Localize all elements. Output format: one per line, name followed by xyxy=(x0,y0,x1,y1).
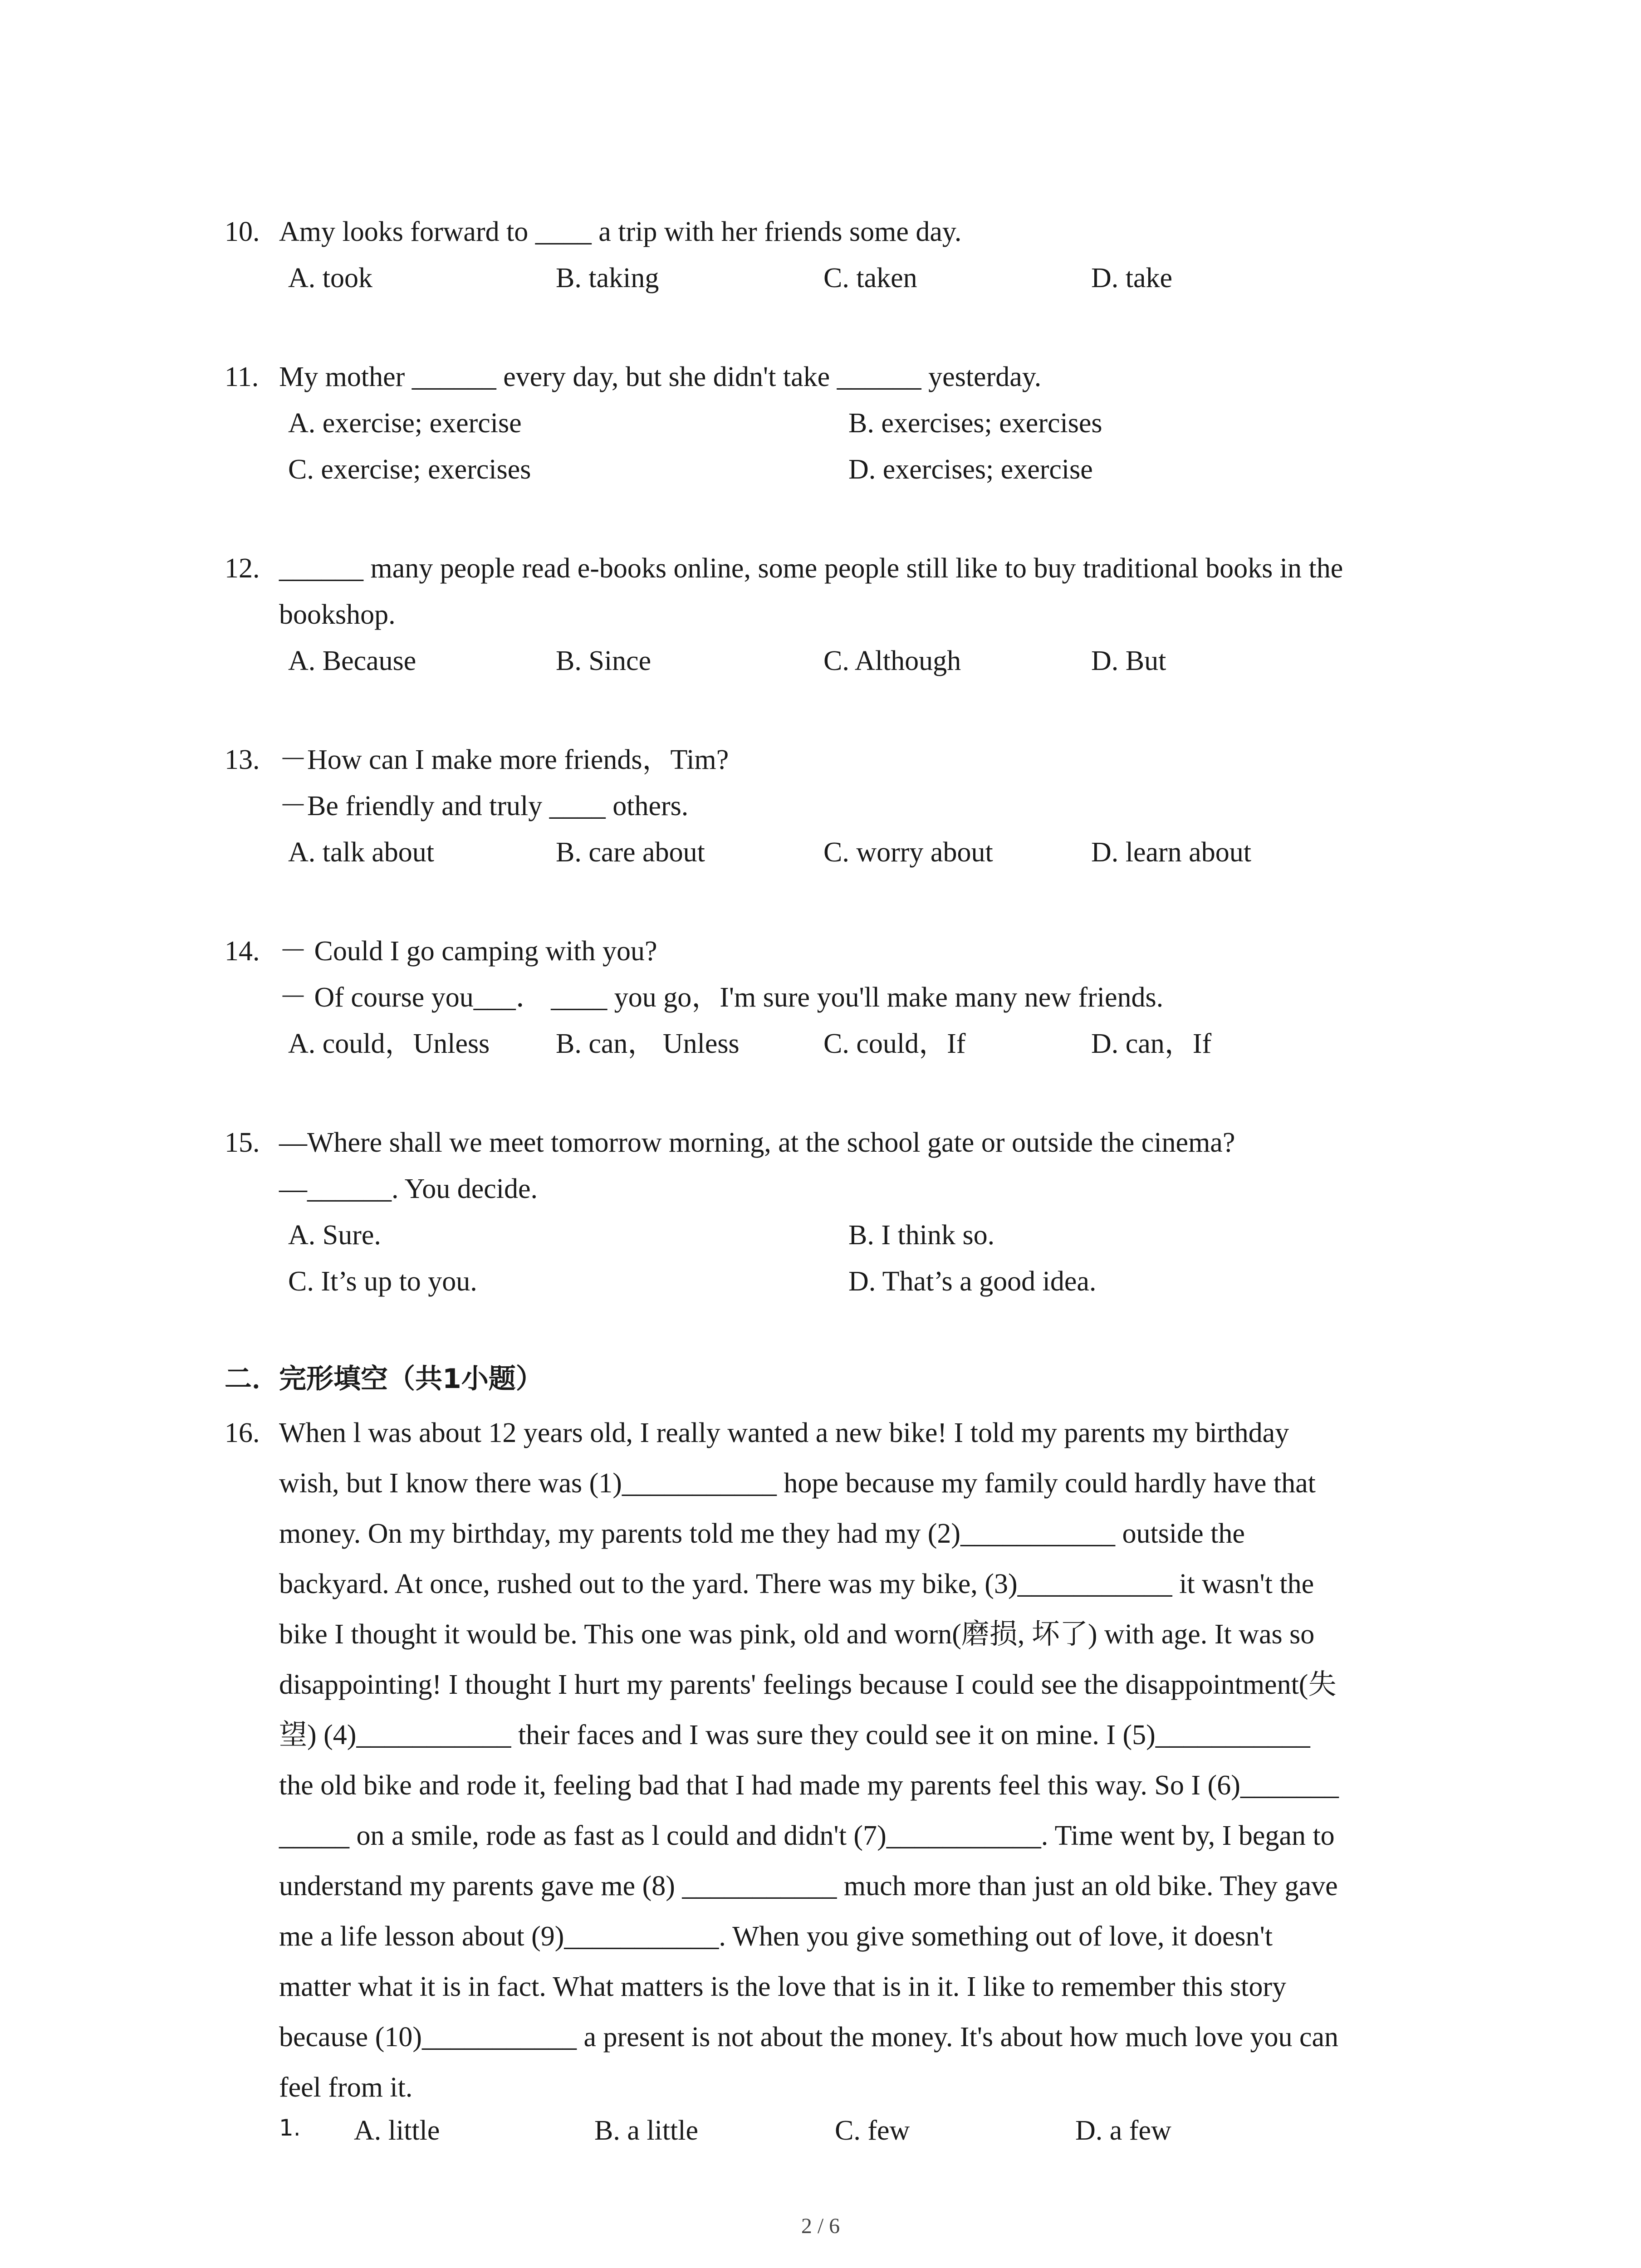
option-d[interactable]: D. learn about xyxy=(1091,837,1251,868)
answer-options xyxy=(288,1212,1450,1258)
question-14 xyxy=(225,928,1450,1067)
question-12 xyxy=(225,545,1450,684)
option-c[interactable]: C. few xyxy=(835,2115,910,2146)
option-a[interactable]: A. took xyxy=(288,263,372,293)
question-15 xyxy=(225,1119,1450,1305)
option-d[interactable]: D. But xyxy=(1091,645,1166,676)
question-stem xyxy=(279,1119,1450,1212)
question-number: 14. xyxy=(225,936,260,967)
question-number: 16. xyxy=(225,1418,260,1448)
question-stem xyxy=(279,209,1450,255)
stem-line: My mother ______ every day, but she didn't take ______ yesterday. xyxy=(279,362,1042,392)
option-c[interactable]: C. could，If xyxy=(823,1028,966,1059)
answer-options xyxy=(288,1258,1450,1305)
option-d[interactable]: D. can，If xyxy=(1091,1028,1212,1059)
option-b[interactable]: B. I think so. xyxy=(848,1220,995,1251)
option-c[interactable]: C. taken xyxy=(823,263,917,293)
question-number: 10. xyxy=(225,216,260,247)
option-a[interactable]: A. talk about xyxy=(288,837,434,868)
passage-line: because (10)___________ a present is not about the money. It's about how much love you can xyxy=(279,2022,1339,2053)
passage-line: feel from it. xyxy=(279,2072,413,2103)
option-c[interactable]: C. worry about xyxy=(823,837,993,868)
passage-line xyxy=(225,1410,1459,1460)
option-c[interactable]: C. exercise; exercises xyxy=(288,454,531,485)
option-a[interactable]: A. Because xyxy=(288,645,416,676)
stem-line: －Be friendly and truly ____ others. xyxy=(279,791,689,821)
sub-question-number: 1. xyxy=(279,2115,301,2141)
question-10 xyxy=(225,209,1450,301)
sub-question-1 xyxy=(279,2115,1459,2161)
option-c[interactable]: C. It’s up to you. xyxy=(288,1266,477,1297)
question-stem xyxy=(279,545,1450,638)
passage-line: money. On my birthday, my parents told me they had my (2)___________ outside the xyxy=(279,1518,1245,1549)
option-d[interactable]: D. a few xyxy=(1075,2115,1171,2146)
passage-line: backyard. At once, rushed out to the yard. There was my bike, (3)___________ it wasn't the xyxy=(279,1569,1314,1599)
stem-line: －How can I make more friends，Tim? xyxy=(279,744,729,775)
page-number: 2 / 6 xyxy=(801,2214,840,2238)
option-b[interactable]: B. Since xyxy=(556,645,652,676)
question-11 xyxy=(225,354,1450,493)
option-a[interactable]: A. could，Unless xyxy=(288,1028,490,1059)
passage-line: matter what it is in fact. What matters is the love that is in it. I like to remember this story xyxy=(279,1971,1287,2002)
section-heading: 二．完形填空（共1小题） xyxy=(225,1363,543,1395)
passage-line: 望) (4)___________ their faces and I was sure they could see it on mine. I (5)___________ xyxy=(279,1720,1310,1750)
question-number: 12. xyxy=(225,553,260,584)
option-a[interactable]: A. Sure. xyxy=(288,1220,381,1251)
stem-line: —______. You decide. xyxy=(279,1173,538,1204)
passage-line: me a life lesson about (9)___________. When you give something out of love, it doesn't xyxy=(279,1921,1273,1952)
answer-options xyxy=(288,638,1450,684)
option-d[interactable]: D. That’s a good idea. xyxy=(848,1266,1097,1297)
stem-line: bookshop. xyxy=(279,599,396,630)
stem-line: － Of course you___． ____ you go，I'm sure you'll make many new friends. xyxy=(279,982,1164,1013)
answer-options xyxy=(288,829,1450,875)
option-b[interactable]: B. care about xyxy=(556,837,705,868)
passage-line: the old bike and rode it, feeling bad that I had made my parents feel this way. So I (6)_______ xyxy=(279,1770,1339,1801)
passage-line: bike I thought it would be. This one was pink, old and worn(磨损, 坏了) with age. It was so xyxy=(279,1619,1315,1650)
question-number: 11. xyxy=(225,362,259,392)
option-b[interactable]: B. can， Unless xyxy=(556,1028,740,1059)
option-b[interactable]: B. taking xyxy=(556,263,659,293)
passage-line: wish, but I know there was (1)___________ hope because my family could hardly have that xyxy=(279,1468,1316,1499)
question-stem xyxy=(279,737,1450,829)
option-a[interactable]: A. little xyxy=(354,2115,440,2146)
answer-options xyxy=(288,446,1450,493)
passage-line: disappointing! I thought I hurt my parents' feelings because I could see the disappointment(失 xyxy=(279,1669,1337,1700)
option-a[interactable]: A. exercise; exercise xyxy=(288,408,522,439)
passage-line: understand my parents gave me (8) ___________ much more than just an old bike. They gave xyxy=(279,1871,1338,1901)
stem-line: Amy looks forward to ____ a trip with her friends some day. xyxy=(279,216,962,247)
option-c[interactable]: C. Although xyxy=(823,645,961,676)
answer-options xyxy=(288,255,1450,301)
cloze-passage xyxy=(225,1410,1459,2161)
question-stem xyxy=(279,928,1450,1021)
passage-text: When l was about 12 years old, I really wanted a new bike! I told my parents my birthday xyxy=(279,1418,1289,1448)
question-stem xyxy=(279,354,1450,400)
question-13 xyxy=(225,737,1450,875)
option-d[interactable]: D. exercises; exercise xyxy=(848,454,1093,485)
passage-line: _____ on a smile, rode as fast as l could and didn't (7)___________. Time went by, I began to xyxy=(279,1820,1335,1851)
stem-line: ______ many people read e-books online, some people still like to buy traditional books in the xyxy=(279,553,1343,584)
question-number: 13. xyxy=(225,744,260,775)
answer-options xyxy=(288,400,1450,446)
stem-line: —Where shall we meet tomorrow morning, at the school gate or outside the cinema? xyxy=(279,1127,1235,1158)
stem-line: － Could I go camping with you? xyxy=(279,936,657,967)
option-b[interactable]: B. a little xyxy=(594,2115,699,2146)
option-d[interactable]: D. take xyxy=(1091,263,1173,293)
answer-options xyxy=(288,1021,1450,1067)
question-number: 15. xyxy=(225,1127,260,1158)
option-b[interactable]: B. exercises; exercises xyxy=(848,408,1102,439)
